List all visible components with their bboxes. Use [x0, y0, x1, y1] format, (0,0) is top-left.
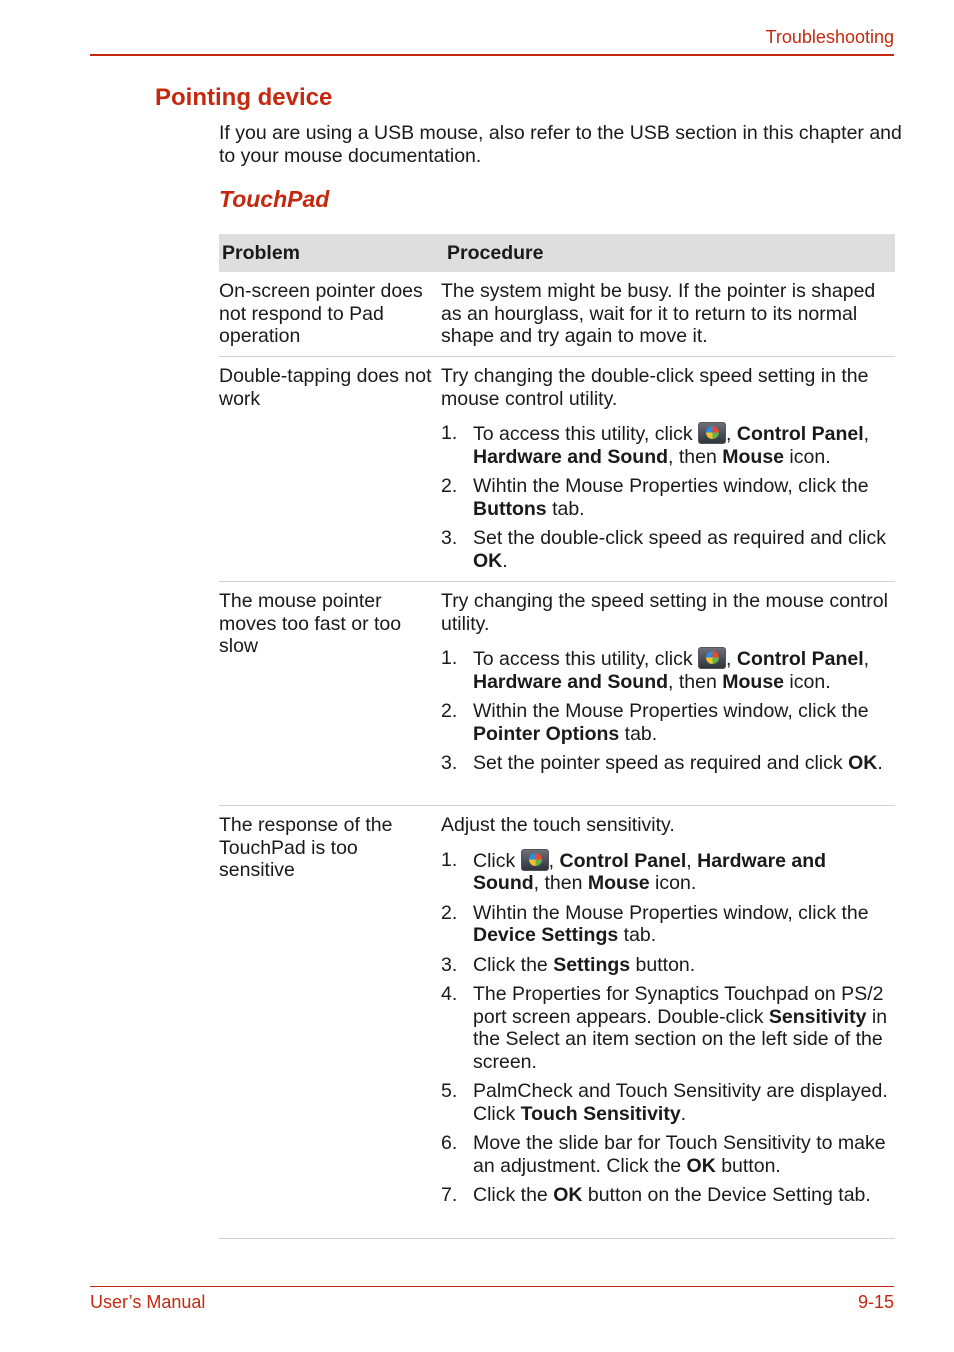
step-bold: Hardware and Sound — [473, 849, 827, 894]
step-text: , then — [533, 872, 588, 894]
step-bold: Control Panel — [559, 849, 687, 872]
step-text: PalmCheck and Touch Sensitivity are displayed. Click — [473, 1080, 888, 1125]
subsection-title: TouchPad — [219, 186, 330, 212]
step-text: tab. — [619, 722, 658, 745]
procedure-cell: The system might be busy. If the pointer is shaped as an hourglass, wait for it to return to its normal shape and try again to move it. — [441, 280, 876, 347]
step-text: Set the pointer speed as required and click — [473, 752, 849, 774]
step-text: icon. — [784, 445, 831, 468]
header-procedure: Procedure — [447, 241, 544, 264]
step-number: 2. — [441, 475, 458, 497]
step-number: 3. — [441, 953, 458, 976]
table-row — [219, 272, 895, 357]
step-number: 6. — [441, 1132, 458, 1154]
section-title: Pointing device — [155, 84, 333, 111]
step-number: 5. — [441, 1080, 458, 1102]
step-number: 4. — [441, 983, 458, 1005]
step-bold: OK — [473, 549, 503, 572]
step-text: Click the — [473, 1184, 554, 1206]
step-text: , — [726, 648, 737, 670]
step-bold: Mouse — [587, 872, 650, 894]
list-item — [441, 849, 895, 895]
footer-rule — [90, 1286, 894, 1287]
problem-cell: The mouse pointer moves too fast or too slow — [219, 590, 402, 657]
step-text: button. — [715, 1154, 781, 1177]
procedure-cell — [441, 814, 895, 1238]
step-bold: Control Panel — [736, 423, 864, 445]
step-text: button on the Device Setting tab. — [582, 1184, 871, 1206]
step-text: Within the Mouse Properties window, click the — [473, 700, 869, 722]
step-text: To access this utility, click — [473, 423, 699, 445]
problem-cell: Double-tapping does not work — [219, 365, 432, 410]
step-text: . — [877, 752, 883, 774]
step-number: 3. — [441, 752, 458, 774]
step-text: icon. — [784, 670, 831, 693]
procedure-cell — [441, 590, 895, 805]
step-bold: Pointer Options — [473, 722, 620, 745]
list-item — [441, 954, 895, 977]
page-number: 9-15 — [857, 1292, 894, 1312]
step-number: 1. — [441, 422, 458, 444]
step-bold: Mouse — [722, 445, 785, 468]
procedure-cell — [441, 365, 895, 581]
step-number: 1. — [441, 647, 458, 669]
procedure-steps — [441, 849, 895, 1207]
step-bold: Buttons — [473, 497, 547, 520]
list-item — [441, 1080, 895, 1125]
step-text: Click — [473, 849, 521, 872]
step-number: 3. — [441, 527, 458, 549]
list-item — [441, 752, 895, 775]
step-text: icon. — [649, 872, 697, 894]
step-number: 2. — [441, 700, 458, 722]
table-row — [219, 582, 895, 806]
windows-start-icon — [698, 647, 726, 669]
table-header — [219, 234, 895, 272]
header-rule — [90, 54, 894, 56]
step-text: , then — [668, 670, 723, 693]
step-bold: Control Panel — [736, 648, 864, 670]
step-text: . — [502, 549, 508, 572]
list-item — [441, 527, 895, 572]
intro-paragraph: If you are using a USB mouse, also refer to the USB section in this chapter and to your mouse documentation. — [219, 122, 902, 167]
windows-start-icon — [521, 849, 549, 871]
list-item — [441, 983, 895, 1073]
troubleshooting-table — [219, 234, 895, 1239]
footer-manual-title: User’s Manual — [90, 1292, 206, 1312]
step-bold: Mouse — [722, 670, 785, 693]
step-bold: OK — [686, 1154, 716, 1177]
list-item — [441, 1132, 895, 1177]
problem-cell: On-screen pointer does not respond to Pad operation — [219, 280, 423, 347]
step-text: The Properties for Synaptics Touchpad on PS/2 port screen appears. Double-click — [473, 983, 884, 1028]
step-text: Click the — [473, 953, 554, 976]
step-text: , — [863, 648, 870, 670]
running-header: Troubleshooting — [765, 27, 894, 47]
step-text: . — [680, 1102, 687, 1125]
step-bold: Settings — [553, 953, 631, 976]
procedure-text: Try changing the double-click speed setting in the mouse control utility. — [441, 365, 869, 410]
list-item — [441, 700, 895, 745]
step-bold: OK — [553, 1184, 583, 1206]
step-bold: Hardware and Sound — [473, 445, 669, 468]
header-problem: Problem — [222, 241, 301, 264]
step-text: , — [726, 423, 737, 445]
problem-cell: The response of the TouchPad is too sensitive — [219, 814, 393, 881]
step-text: button. — [630, 953, 696, 976]
step-bold: Hardware and Sound — [473, 670, 669, 693]
step-text: , — [548, 849, 560, 872]
table-row — [219, 806, 895, 1239]
procedure-steps — [441, 422, 895, 572]
procedure-steps — [441, 647, 895, 775]
table-row — [219, 357, 895, 582]
step-bold: Touch Sensitivity — [520, 1102, 681, 1125]
procedure-text: Try changing the speed setting in the mouse control utility. — [441, 590, 888, 635]
step-text: Wihtin the Mouse Properties window, click the — [473, 901, 869, 924]
list-item — [441, 902, 895, 947]
step-text: , — [863, 423, 870, 445]
step-text: Set the double-click speed as required and click — [473, 527, 886, 549]
step-text: , — [686, 849, 698, 872]
list-item — [441, 422, 895, 468]
step-text: Move the slide bar for Touch Sensitivity to make an adjustment. Click the — [473, 1132, 886, 1177]
list-item — [441, 475, 895, 520]
step-number: 2. — [441, 901, 458, 924]
list-item — [441, 1184, 895, 1207]
step-text: tab. — [618, 924, 657, 946]
list-item — [441, 647, 895, 693]
step-text: Wihtin the Mouse Properties window, click the — [473, 475, 869, 497]
step-bold: Sensitivity — [768, 1005, 867, 1028]
step-text: To access this utility, click — [473, 648, 699, 670]
step-text: in the Select an item section on the left side of the screen. — [473, 1005, 888, 1073]
step-number: 7. — [441, 1184, 458, 1206]
step-text: tab. — [546, 497, 585, 520]
step-bold: OK — [848, 752, 878, 774]
procedure-text: Adjust the touch sensitivity. — [441, 814, 675, 836]
step-text: , then — [668, 445, 723, 468]
step-number: 1. — [441, 848, 458, 871]
windows-start-icon — [698, 422, 726, 444]
step-bold: Device Settings — [473, 924, 619, 946]
